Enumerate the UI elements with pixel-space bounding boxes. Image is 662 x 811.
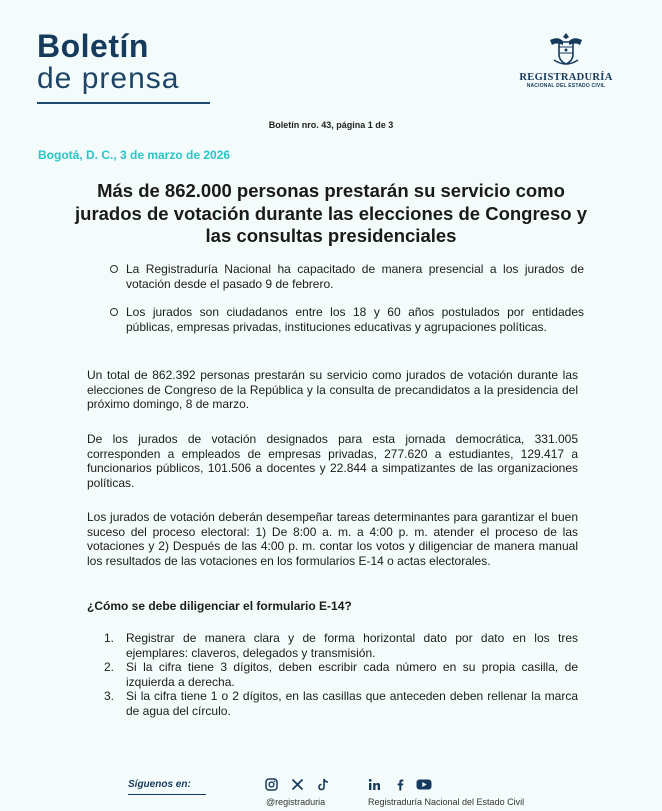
dateline: Bogotá, D. C., 3 de marzo de 2026 xyxy=(38,148,231,162)
social-account-name: Registraduría Nacional del Estado Civil xyxy=(368,797,525,807)
circle-bullet-icon xyxy=(110,308,118,316)
facebook-icon[interactable] xyxy=(394,778,407,791)
step-number: 1. xyxy=(104,631,115,645)
brand-underline xyxy=(37,102,210,104)
list-item xyxy=(104,631,578,660)
instagram-icon[interactable] xyxy=(265,778,278,791)
bulletin-brand xyxy=(37,28,179,94)
bullet-text: La Registraduría Nacional ha capacitado de manera presencial a los jurados de votación desde el pasado 9 de febrero. xyxy=(126,262,584,291)
tiktok-icon[interactable] xyxy=(317,778,330,791)
step-text: Si la cifra tiene 3 dígitos, deben escribir cada número en su propia casilla, de izquierda a derecha. xyxy=(126,660,578,689)
body-paragraph: Un total de 862.392 personas prestarán su servicio como jurados de votación durante las elecciones de Congreso de la República y la consulta de precandidatos a la presidencia del próximo domingo, 8 de marzo. xyxy=(87,368,578,411)
list-item xyxy=(104,660,578,689)
step-number: 2. xyxy=(104,660,115,674)
step-text: Si la cifra tiene 1 o 2 dígitos, en las casillas que anteceden deben rellenar la marca de agua del círculo. xyxy=(126,689,578,718)
summary-bullets xyxy=(104,262,584,348)
org-subtitle: NACIONAL DEL ESTADO CIVIL xyxy=(526,83,606,89)
instructions-list xyxy=(104,631,578,718)
youtube-icon[interactable] xyxy=(416,778,432,791)
org-name: REGISTRADURÍA xyxy=(519,72,613,83)
step-text: Registrar de manera clara y de forma horizontal dato por dato en los tres ejemplares: claveros, delegados y transmisión. xyxy=(126,631,578,660)
brand-title: Boletín xyxy=(37,28,149,64)
page-reference: Boletín nro. 43, página 1 de 3 xyxy=(268,120,394,130)
x-twitter-icon[interactable] xyxy=(291,778,304,791)
follow-underline xyxy=(128,794,206,795)
list-item xyxy=(104,305,584,334)
follow-us-label: Síguenos en: xyxy=(128,779,191,790)
body-paragraph: De los jurados de votación designados para esta jornada democrática, 331.005 corresponden a empleados de empresas privadas, 277.620 a estudiantes, 129.417 a funcionarios públicos, 101.506 a docentes y 22.844 a simpatizantes de las organizaciones políticas. xyxy=(87,432,578,490)
brand-subtitle: de prensa xyxy=(37,62,180,95)
circle-bullet-icon xyxy=(110,265,118,273)
body-paragraph: Los jurados de votación deberán desempeñar tareas determinantes para garantizar el buen suceso del proceso electoral: 1) De 8:00 a. m. a 4:00 p. m. atender el proceso de las votaciones y 2) Después de las 4:00 p. m. contar los votos y diligenciar de manera manual los resultados de las votaciones en los formularios E-14 o actas electorales. xyxy=(87,510,578,568)
bullet-text: Los jurados son ciudadanos entre los 18 y 60 años postulados por entidades públicas, empresas privadas, instituciones educativas y agrupaciones políticas. xyxy=(126,305,584,334)
section-heading: ¿Cómo se debe diligenciar el formulario E-14? xyxy=(87,599,352,613)
headline: Más de 862.000 personas prestarán su servicio como jurados de votación durante las elecciones de Congreso y las consultas presidenciales xyxy=(75,180,587,246)
registraduria-logo xyxy=(516,30,616,89)
list-item xyxy=(104,689,578,718)
list-item xyxy=(104,262,584,291)
social-handle: @registraduria xyxy=(266,797,326,807)
coat-of-arms-icon xyxy=(546,30,586,70)
linkedin-icon[interactable] xyxy=(368,778,381,791)
step-number: 3. xyxy=(104,689,115,703)
